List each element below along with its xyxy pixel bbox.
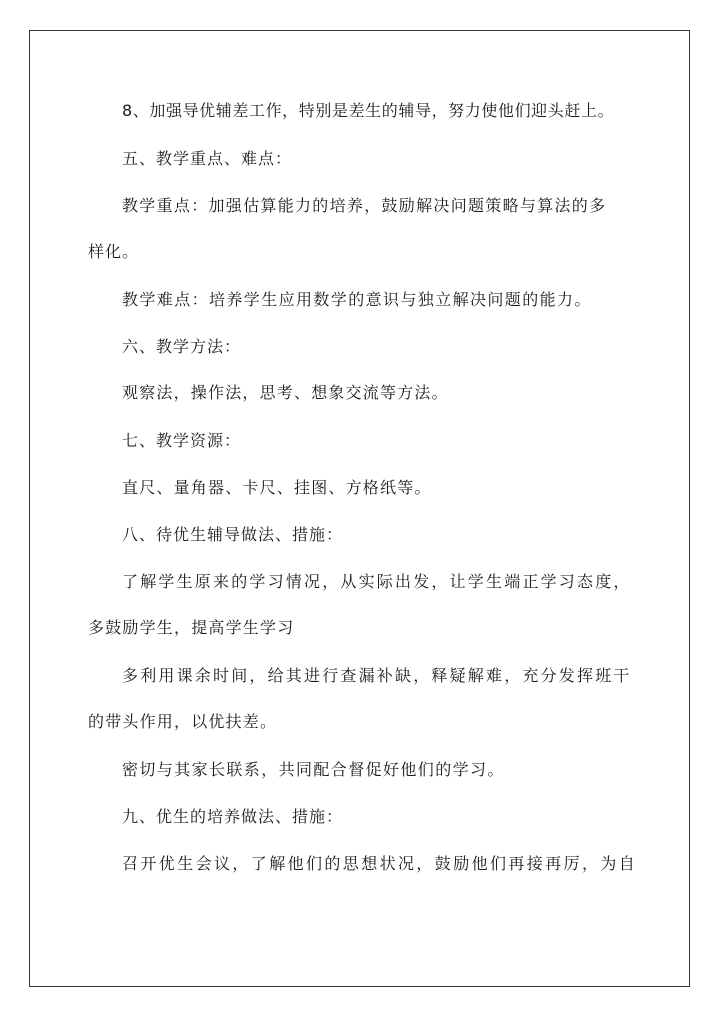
section-heading: 六、教学方法： — [122, 337, 242, 356]
text-line: 多鼓励学生，提高学生学习 — [88, 618, 295, 637]
text-line: 密切与其家长联系，共同配合督促好他们的学习。 — [122, 760, 505, 779]
text-line: 直尺、量角器、卡尺、挂图、方格纸等。 — [122, 478, 432, 497]
text-line: 召开优生会议，了解他们的思想状况，鼓励他们再接再厉，为自 — [122, 854, 638, 873]
text-line: 了解学生原来的学习情况，从实际出发，让学生端正学习态度， — [122, 572, 632, 591]
page-frame — [29, 30, 690, 987]
text-line: 观察法，操作法，思考、想象交流等方法。 — [122, 383, 449, 402]
section-heading: 七、教学资源： — [122, 431, 242, 450]
text-line: 教学重点：加强估算能力的培养，鼓励解决问题策略与算法的多 — [122, 196, 607, 215]
text-line: 样化。 — [88, 242, 140, 261]
text-line: 多利用课余时间，给其进行查漏补缺，释疑解难，充分发挥班干 — [122, 666, 632, 685]
section-heading: 八、待优生辅导做法、措施： — [122, 525, 344, 544]
section-heading: 九、优生的培养做法、措施： — [122, 807, 344, 826]
section-heading: 五、教学重点、难点： — [122, 149, 293, 168]
text-line: 教学难点：培养学生应用数学的意识与独立解决问题的能力。 — [122, 290, 592, 309]
text-line: 8、加强导优辅差工作，特别是差生的辅导，努力使他们迎头赶上。 — [122, 101, 615, 120]
text-line: 的带头作用，以优扶差。 — [88, 712, 278, 731]
